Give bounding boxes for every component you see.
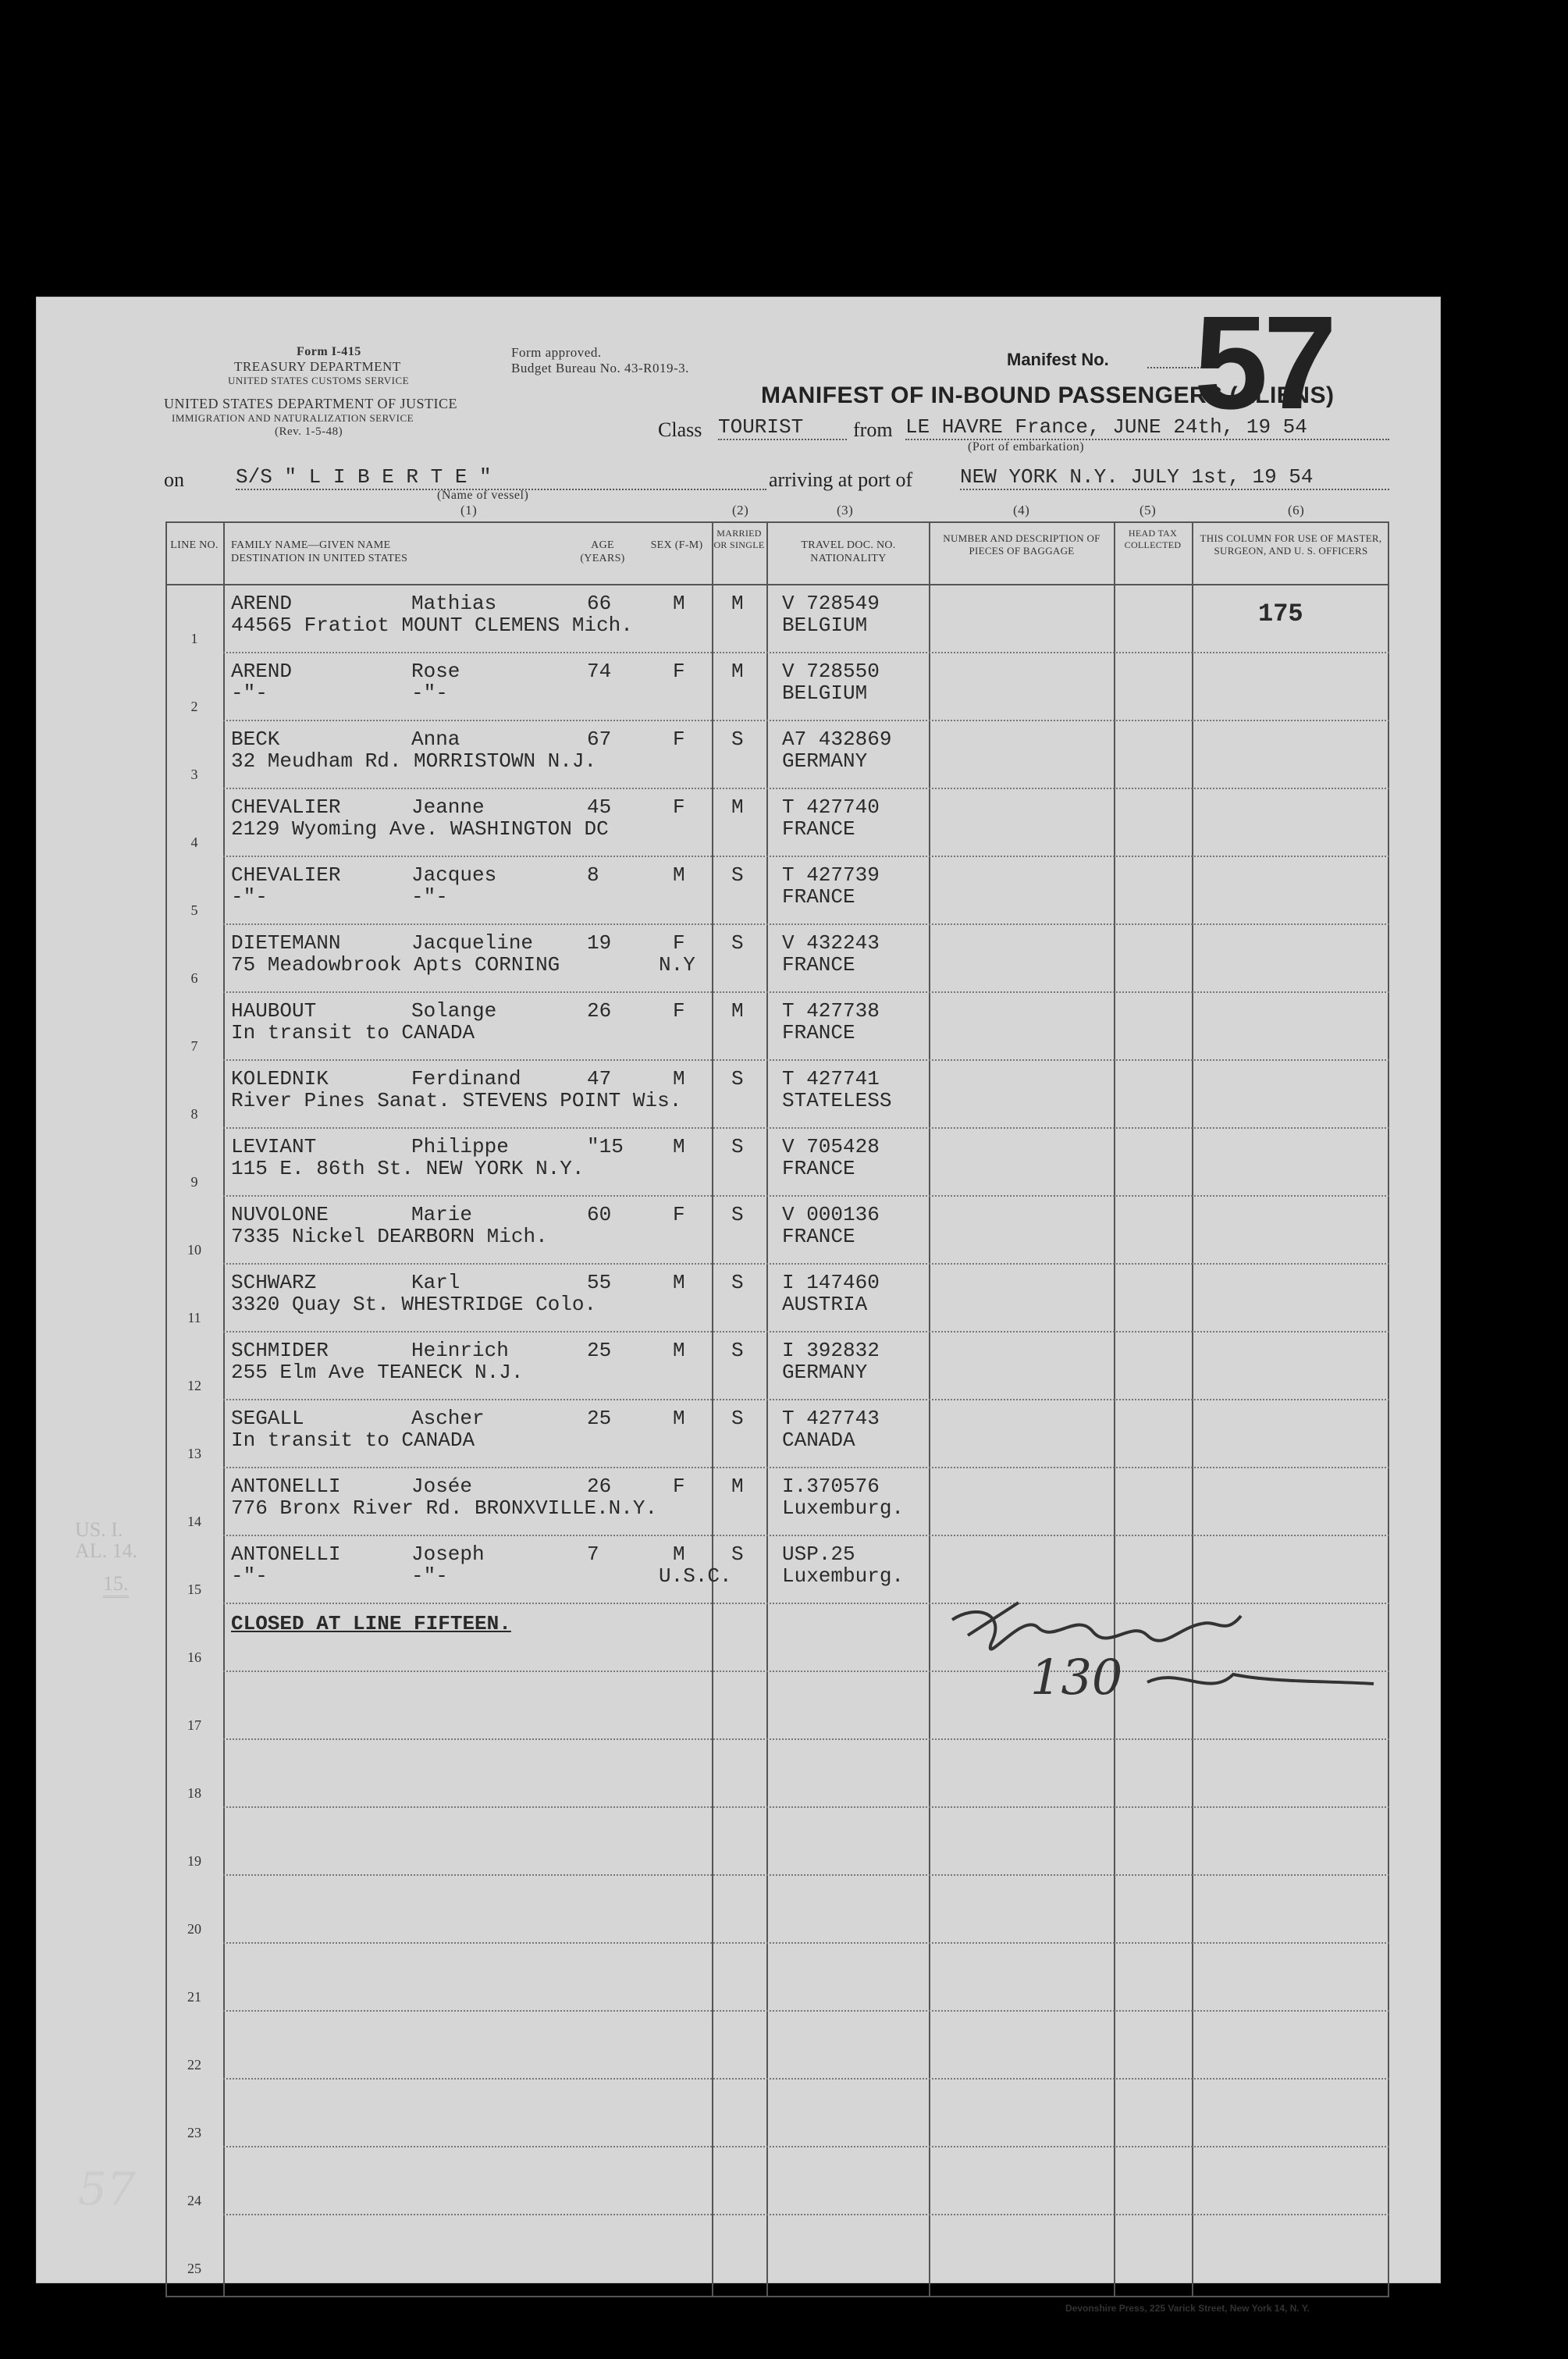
passenger-marital-status: S — [731, 1339, 744, 1362]
line-number: 17 — [187, 1717, 201, 1733]
budget-bureau: Budget Bureau No. 43-R019-3. — [511, 361, 689, 375]
passenger-age: 45 — [587, 795, 612, 819]
passenger-marital-status: S — [731, 1542, 744, 1566]
passenger-given-name: Anna — [411, 728, 460, 751]
passenger-extra-note: N.Y — [659, 953, 695, 977]
signature-text: 130 — [1030, 1649, 1123, 1706]
passenger-family-name: CHEVALIER — [231, 795, 341, 819]
row-divider — [223, 1467, 1389, 1468]
passenger-destination: 32 Meudham Rd. MORRISTOWN N.J. — [231, 749, 597, 773]
passenger-sex: M — [673, 1271, 685, 1294]
passenger-family-name: LEVIANT — [231, 1135, 317, 1158]
passenger-destination: In transit to CANADA — [231, 1021, 475, 1044]
passenger-nationality: Luxemburg. — [782, 1564, 905, 1588]
passenger-marital-status: S — [731, 1067, 744, 1091]
passenger-family-name: ANTONELLI — [231, 1542, 341, 1566]
row-divider — [223, 2146, 1389, 2147]
row-divider — [223, 1331, 1389, 1332]
passenger-age: 25 — [587, 1339, 612, 1362]
passenger-family-name: ANTONELLI — [231, 1475, 341, 1498]
closed-note: CLOSED AT LINE FIFTEEN. — [231, 1612, 511, 1635]
row-divider — [223, 788, 1389, 789]
passenger-sex: F — [673, 1203, 685, 1226]
passenger-marital-status: M — [731, 660, 744, 683]
row-divider — [223, 1535, 1389, 1536]
passenger-marital-status: S — [731, 1203, 744, 1226]
line-number: 12 — [187, 1378, 201, 1393]
passenger-travel-doc: T 427739 — [782, 863, 880, 887]
passenger-travel-doc: V 705428 — [782, 1135, 880, 1158]
passenger-marital-status: S — [731, 728, 744, 751]
justice-dept: UNITED STATES DEPARTMENT OF JUSTICE — [164, 396, 458, 411]
margin-note-total: 15. — [103, 1572, 129, 1598]
passenger-travel-doc: T 427741 — [782, 1067, 880, 1091]
passenger-age: 19 — [587, 931, 612, 955]
passenger-nationality: BELGIUM — [782, 614, 868, 637]
passenger-given-name: Jacqueline — [411, 931, 534, 955]
passenger-nationality: CANADA — [782, 1429, 855, 1452]
passenger-age: 66 — [587, 592, 612, 615]
passenger-destination: -"- — [231, 681, 268, 705]
treasury-dept: TREASURY DEPARTMENT — [234, 359, 401, 374]
passenger-given-name: Jeanne — [411, 795, 485, 819]
class-value: TOURIST — [718, 415, 847, 440]
passenger-marital-status: M — [731, 795, 744, 819]
passenger-destination: 115 E. 86th St. NEW YORK N.Y. — [231, 1157, 585, 1180]
passenger-marital-status: S — [731, 1135, 744, 1158]
passenger-table — [165, 521, 1389, 2297]
margin-note-bottom: 57 — [78, 2162, 136, 2215]
line-number: 14 — [187, 1514, 201, 1529]
header-name: FAMILY NAME—GIVEN NAME DESTINATION IN UNITED STATES — [231, 539, 408, 564]
officer-signature — [944, 1596, 1381, 1729]
header-sex: SEX (F-M) — [650, 539, 703, 551]
header-travel: TRAVEL DOC. NO. NATIONALITY — [801, 539, 896, 564]
col-num-1: (1) — [460, 503, 478, 518]
row-divider — [223, 923, 1389, 925]
customs-service: UNITED STATES CUSTOMS SERVICE — [228, 375, 410, 386]
passenger-sex: F — [673, 728, 685, 751]
passenger-sex: F — [673, 931, 685, 955]
passenger-family-name: KOLEDNIK — [231, 1067, 329, 1091]
header-headtax: HEAD TAX COLLECTED — [1124, 528, 1182, 550]
row-divider — [223, 1127, 1389, 1129]
line-number: 6 — [190, 970, 198, 986]
line-number: 10 — [187, 1242, 201, 1258]
passenger-given-ditto: -"- — [411, 885, 448, 909]
line-number: 21 — [187, 1989, 201, 2005]
passenger-family-name: BECK — [231, 728, 280, 751]
passenger-given-name: Solange — [411, 999, 497, 1023]
passenger-nationality: FRANCE — [782, 885, 855, 909]
line-number: 22 — [187, 2057, 201, 2073]
passenger-sex: M — [673, 1339, 685, 1362]
arriving-label: arriving at port of — [769, 468, 913, 491]
passenger-marital-status: S — [731, 1407, 744, 1430]
passenger-sex: M — [673, 592, 685, 615]
passenger-travel-doc: T 427740 — [782, 795, 880, 819]
passenger-destination: 44565 Fratiot MOUNT CLEMENS Mich. — [231, 614, 633, 637]
passenger-sex: M — [673, 1135, 685, 1158]
officer-note: 175 — [1258, 600, 1303, 628]
passenger-travel-doc: A7 432869 — [782, 728, 892, 751]
passenger-given-name: Heinrich — [411, 1339, 509, 1362]
line-number: 7 — [190, 1038, 198, 1054]
passenger-family-name: DIETEMANN — [231, 931, 341, 955]
row-divider — [223, 2010, 1389, 2012]
passenger-destination: -"- — [231, 885, 268, 909]
ins-service: IMMIGRATION AND NATURALIZATION SERVICE — [172, 412, 414, 424]
passenger-nationality: GERMANY — [782, 749, 868, 773]
from-label: from — [853, 418, 893, 441]
passenger-destination: 75 Meadowbrook Apts CORNING — [231, 953, 560, 977]
passenger-family-name: SEGALL — [231, 1407, 304, 1430]
passenger-destination: 255 Elm Ave TEANECK N.J. — [231, 1361, 524, 1384]
line-number: 16 — [187, 1649, 201, 1665]
passenger-given-name: Philippe — [411, 1135, 509, 1158]
passenger-nationality: Luxemburg. — [782, 1496, 905, 1520]
line-number: 3 — [190, 767, 198, 782]
passenger-travel-doc: V 432243 — [782, 931, 880, 955]
line-number: 25 — [187, 2261, 201, 2276]
passenger-given-name: Karl — [411, 1271, 460, 1294]
passenger-travel-doc: V 000136 — [782, 1203, 880, 1226]
vessel-value: S/S " L I B E R T E " — [236, 465, 766, 490]
passenger-family-name: NUVOLONE — [231, 1203, 329, 1226]
line-number: 18 — [187, 1785, 201, 1801]
passenger-travel-doc: I 147460 — [782, 1271, 880, 1294]
row-divider — [223, 856, 1389, 857]
row-divider — [223, 1399, 1389, 1400]
col-num-2: (2) — [732, 503, 749, 518]
line-number: 4 — [190, 834, 198, 850]
passenger-destination: River Pines Sanat. STEVENS POINT Wis. — [231, 1089, 682, 1112]
passenger-given-ditto: -"- — [411, 1564, 448, 1588]
passenger-sex: F — [673, 795, 685, 819]
header-line: LINE NO. — [170, 539, 219, 551]
passenger-travel-doc: T 427738 — [782, 999, 880, 1023]
manifest-label: Manifest No. — [1007, 350, 1109, 369]
row-divider — [223, 652, 1389, 653]
passenger-age: 26 — [587, 1475, 612, 1498]
passenger-given-name: Mathias — [411, 592, 497, 615]
form-approved: Form approved. — [511, 345, 602, 360]
passenger-sex: F — [673, 1475, 685, 1498]
passenger-nationality: BELGIUM — [782, 681, 868, 705]
passenger-family-name: CHEVALIER — [231, 863, 341, 887]
passenger-sex: M — [673, 1542, 685, 1566]
row-divider — [223, 1059, 1389, 1061]
line-number: 15 — [187, 1582, 201, 1597]
passenger-nationality: AUSTRIA — [782, 1293, 868, 1316]
passenger-extra-note: U.S.C. — [659, 1564, 732, 1588]
passenger-travel-doc: USP.25 — [782, 1542, 855, 1566]
passenger-destination: In transit to CANADA — [231, 1429, 475, 1452]
passenger-nationality: FRANCE — [782, 817, 855, 841]
passenger-sex: F — [673, 999, 685, 1023]
passenger-destination: 7335 Nickel DEARBORN Mich. — [231, 1225, 548, 1248]
row-divider — [223, 720, 1389, 721]
passenger-marital-status: S — [731, 931, 744, 955]
row-divider — [223, 1195, 1389, 1197]
row-divider — [223, 2214, 1389, 2215]
on-label: on — [164, 468, 184, 491]
passenger-age: "15 — [587, 1135, 624, 1158]
printer-credit: Devonshire Press, 225 Varick Street, New York 14, N. Y. — [1065, 2303, 1310, 2314]
passenger-given-name: Ferdinand — [411, 1067, 521, 1091]
passenger-sex: M — [673, 1067, 685, 1091]
col-border — [165, 521, 167, 2297]
passenger-nationality: FRANCE — [782, 953, 855, 977]
margin-note-al: AL. 14. — [75, 1539, 138, 1562]
row-divider — [223, 1942, 1389, 1944]
passenger-nationality: STATELESS — [782, 1089, 892, 1112]
row-divider — [223, 1263, 1389, 1265]
passenger-destination: 3320 Quay St. WHESTRIDGE Colo. — [231, 1293, 597, 1316]
passenger-travel-doc: V 728549 — [782, 592, 880, 615]
passenger-nationality: FRANCE — [782, 1021, 855, 1044]
line-number: 2 — [190, 699, 198, 714]
passenger-age: 60 — [587, 1203, 612, 1226]
passenger-marital-status: M — [731, 1475, 744, 1498]
manifest-number: 57 — [1194, 289, 1333, 437]
table-bottom-border — [165, 2296, 1389, 2297]
port-embark-caption: (Port of embarkation) — [968, 440, 1085, 454]
passenger-age: 7 — [587, 1542, 599, 1566]
passenger-family-name: AREND — [231, 660, 293, 683]
passenger-given-name: Ascher — [411, 1407, 485, 1430]
passenger-age: 25 — [587, 1407, 612, 1430]
col-num-6: (6) — [1288, 503, 1305, 518]
header-officers: THIS COLUMN FOR USE OF MASTER, SURGEON, AND U. S. OFFICERS — [1200, 532, 1382, 557]
passenger-age: 67 — [587, 728, 612, 751]
passenger-family-name: AREND — [231, 592, 293, 615]
passenger-age: 55 — [587, 1271, 612, 1294]
passenger-nationality: FRANCE — [782, 1157, 855, 1180]
passenger-marital-status: M — [731, 592, 744, 615]
form-number: Form I-415 — [297, 345, 361, 358]
revision: (Rev. 1-5-48) — [275, 425, 343, 438]
passenger-sex: M — [673, 1407, 685, 1430]
passenger-age: 74 — [587, 660, 612, 683]
passenger-given-name: Joseph — [411, 1542, 485, 1566]
passenger-given-name: Josée — [411, 1475, 473, 1498]
manifest-title: MANIFEST OF IN-BOUND PASSENGERS (ALIENS) — [761, 382, 1335, 408]
arriving-value: NEW YORK N.Y. JULY 1st, 19 54 — [960, 465, 1389, 490]
row-divider — [223, 991, 1389, 993]
line-number: 23 — [187, 2125, 201, 2140]
header-married: MARRIED OR SINGLE — [713, 528, 765, 550]
line-number: 1 — [190, 631, 198, 646]
line-number: 8 — [190, 1106, 198, 1122]
passenger-age: 26 — [587, 999, 612, 1023]
passenger-travel-doc: V 728550 — [782, 660, 880, 683]
col-num-5: (5) — [1140, 503, 1157, 518]
passenger-travel-doc: I 392832 — [782, 1339, 880, 1362]
passenger-marital-status: S — [731, 863, 744, 887]
header-bottom-border — [165, 584, 1389, 585]
passenger-travel-doc: I.370576 — [782, 1475, 880, 1498]
col-num-3: (3) — [837, 503, 854, 518]
passenger-given-ditto: -"- — [411, 681, 448, 705]
class-label: Class — [658, 418, 702, 441]
margin-note-us: US. I. — [75, 1518, 123, 1541]
passenger-family-name: HAUBOUT — [231, 999, 317, 1023]
col-num-4: (4) — [1013, 503, 1030, 518]
line-number: 20 — [187, 1921, 201, 1937]
line-number: 24 — [187, 2193, 201, 2208]
passenger-sex: M — [673, 863, 685, 887]
passenger-destination: 776 Bronx River Rd. BRONXVILLE.N.Y. — [231, 1496, 658, 1520]
passenger-nationality: GERMANY — [782, 1361, 868, 1384]
passenger-marital-status: S — [731, 1271, 744, 1294]
passenger-marital-status: M — [731, 999, 744, 1023]
row-divider — [223, 2078, 1389, 2080]
row-divider — [223, 1806, 1389, 1808]
line-number: 11 — [187, 1310, 201, 1325]
passenger-age: 8 — [587, 863, 599, 887]
passenger-nationality: FRANCE — [782, 1225, 855, 1248]
header-age: AGE (YEARS) — [580, 539, 625, 564]
from-value: LE HAVRE France, JUNE 24th, 19 54 — [905, 415, 1389, 440]
passenger-family-name: SCHMIDER — [231, 1339, 329, 1362]
line-number: 13 — [187, 1446, 201, 1461]
table-top-border — [165, 521, 1389, 523]
passenger-given-name: Rose — [411, 660, 460, 683]
passenger-age: 47 — [587, 1067, 612, 1091]
line-number: 5 — [190, 902, 198, 918]
line-number: 19 — [187, 1853, 201, 1869]
passenger-destination: -"- — [231, 1564, 268, 1588]
passenger-destination: 2129 Wyoming Ave. WASHINGTON DC — [231, 817, 609, 841]
passenger-given-name: Marie — [411, 1203, 473, 1226]
line-number: 9 — [190, 1174, 198, 1190]
passenger-travel-doc: T 427743 — [782, 1407, 880, 1430]
passenger-family-name: SCHWARZ — [231, 1271, 317, 1294]
passenger-given-name: Jacques — [411, 863, 497, 887]
header-baggage: NUMBER AND DESCRIPTION OF PIECES OF BAGGAGE — [943, 532, 1100, 557]
row-divider — [223, 1874, 1389, 1876]
row-divider — [223, 1738, 1389, 1740]
passenger-sex: F — [673, 660, 685, 683]
vessel-caption: (Name of vessel) — [437, 489, 529, 502]
